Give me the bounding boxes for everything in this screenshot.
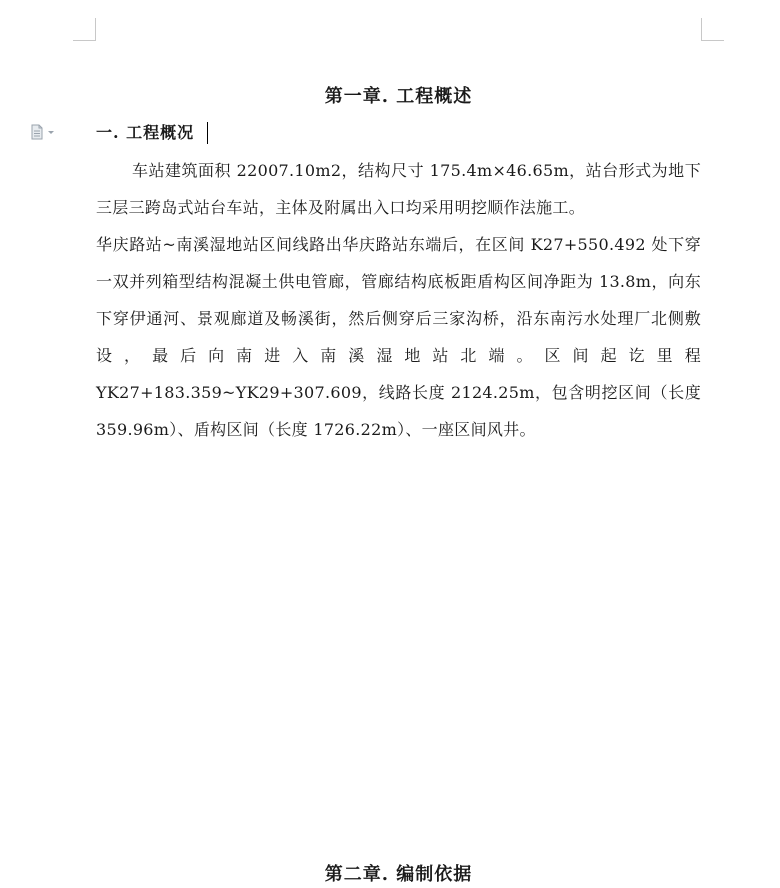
crop-mark-top-left — [73, 18, 96, 41]
crop-mark-top-right — [701, 18, 724, 41]
chapter-title: 第一章. 工程概述 — [324, 86, 473, 107]
next-chapter-title: 第二章. 编制依据 — [324, 864, 473, 885]
text-cursor — [207, 122, 208, 144]
section-title[interactable]: 一. 工程概况 — [96, 123, 195, 142]
paragraph-station-overview[interactable]: 车站建筑面积 22007.10m2，结构尺寸 175.4m×46.65m，站台形式为地下三层三跨岛式站台车站，主体及附属出入口均采用明挖顺作法施工。 — [96, 161, 701, 217]
document-dropdown-icon[interactable] — [30, 124, 56, 140]
paragraph-section-route[interactable]: 华庆路站~南溪湿地站区间线路出华庆路站东端后，在区间 K27+550.492 处下穿一双并列箱型结构混凝土供电管廊，管廊结构底板距盾构区间净距为 13.8m，向东下穿伊通河、景观廊道及畅溪街，然后侧穿后三家沟桥，沿东南污水处理厂北侧敷设，最后向南进入南溪湿地站北端。区间起讫里程 YK27+183.359~YK29+307.609，线路长度 2124.25m，包含明挖区间（长度 359.96m）、盾构区间（长度 1726.22m）、一座区间风井。 — [96, 235, 701, 439]
